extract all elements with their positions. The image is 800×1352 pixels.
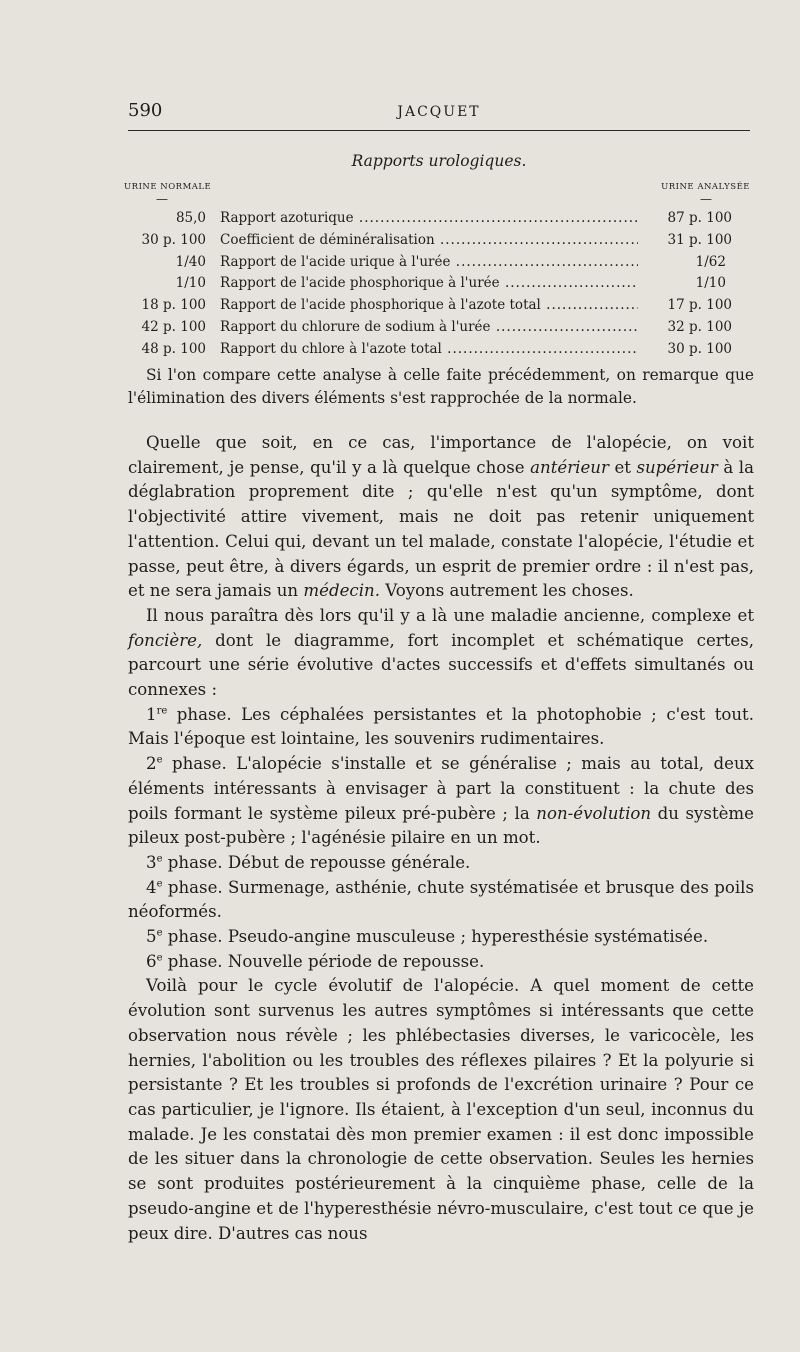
table-row xyxy=(124,273,752,295)
ratio-label: Rapport de l'acide phosphorique à l'azote total ..... xyxy=(220,295,638,317)
column-dash-normal: — xyxy=(156,192,168,206)
ratio-label: Rapport azoturique ..... xyxy=(220,208,638,230)
paragraph-diagram: Il nous paraîtra dès lors qu'il y a là une maladie ancienne, complexe et foncière, dont le diagramme, fort incomplet et schématique certes, parcourt une série évolutive d'actes successifs et d'effets simultanés ou connexes : xyxy=(128,605,754,700)
phase-5: 5e phase. Pseudo-angine musculeuse ; hyperesthésie systématisée. xyxy=(146,927,709,947)
analysed-value: 32 p. 100 xyxy=(667,318,732,335)
table-row xyxy=(124,317,752,339)
page-header xyxy=(128,96,750,131)
page-number: 590 xyxy=(128,100,163,121)
urology-table xyxy=(124,208,752,361)
normal-value: 18 p. 100 xyxy=(141,297,206,314)
normal-value: 30 p. 100 xyxy=(141,231,206,248)
body-text xyxy=(128,364,754,1246)
table-row xyxy=(124,252,752,274)
phase-3: 3e phase. Début de repousse générale. xyxy=(146,852,471,872)
table-row xyxy=(124,230,752,252)
analysed-value: 1/10 xyxy=(695,275,726,292)
normal-value: 48 p. 100 xyxy=(141,340,206,357)
phase-6: 6e phase. Nouvelle période de repousse. xyxy=(146,951,485,971)
table-row xyxy=(124,208,752,230)
column-dash-analysed: — xyxy=(700,192,712,206)
ratio-label: Rapport du chlorure de sodium à l'urée ..... xyxy=(220,317,638,339)
column-header-normal: URINE NORMALE xyxy=(124,182,212,192)
normal-value: 42 p. 100 xyxy=(141,318,206,335)
analysed-value: 17 p. 100 xyxy=(667,297,732,314)
paragraph-alopecia: Quelle que soit, en ce cas, l'importance de l'alopécie, on voit clairement, je pense, qu'il y a là quelque chose antérieur et supérieur à la déglabration proprement dite ; qu'elle n'est qu'un symptôme, dont l'objectivité attire vivement, mais ne doit pas retenir uniquement l'attention. Celui qui, devant un tel malade, constate l'alopécie, l'étudie et passe, peut être, à divers égards, un esprit de premier ordre : il n'est pas, et ne sera jamais un médecin. Voyons autrement les choses. xyxy=(128,433,754,601)
column-header-analysed: URINE ANALYSÉE xyxy=(661,182,750,192)
analysed-value: 1/62 xyxy=(695,253,726,270)
phase-4: 4e phase. Surmenage, asthénie, chute systématisée et brusque des poils néoformés. xyxy=(128,877,754,922)
phase-2: 2e phase. L'alopécie s'installe et se généralise ; mais au total, deux éléments intéressants à envisager à part la constituent : la chute des poils formant le système pileux pré-pubère ; la non-évolution du système pileux post-pubère ; l'agénésie pilaire en un mot. xyxy=(128,754,754,848)
ratio-label: Rapport de l'acide urique à l'urée ..... xyxy=(220,252,638,274)
ratio-label: Rapport du chlore à l'azote total ..... xyxy=(220,339,638,361)
analysed-value: 31 p. 100 xyxy=(667,231,732,248)
table-row xyxy=(124,339,752,361)
normal-value: 1/10 xyxy=(175,275,206,292)
ratio-label: Coefficient de déminéralisation ..... xyxy=(220,230,638,252)
normal-value: 85,0 xyxy=(175,210,206,226)
paragraph-cycle: Voilà pour le cycle évolutif de l'alopécie. A quel moment de cette évolution sont survenus les autres symptômes si intéressants que cette observation nous révèle ; les phlébectasies diverses, le varicocèle, les hernies, l'abolition ou les troubles des réflexes pilaires ? Et la polyurie si persistante ? Et les troubles si profonds de l'excrétion urinaire ? Pour ce cas particulier, je l'ignore. Ils étaient, à l'exception d'un seul, inconnus du malade. Je les constatai dès mon premier examen : il est donc impossible de les situer dans la chronologie de cette observation. Seules les hernies se sont produites postérieurement à la cinquième phase, celle de la pseudo-angine et de l'hyperesthésie névro-musculaire, c'est tout ce que je peux dire. D'autres cas nous xyxy=(128,976,754,1243)
ratio-label: Rapport de l'acide phosphorique à l'urée ..... xyxy=(220,273,638,295)
table-title: Rapports urologiques. xyxy=(351,152,527,170)
paragraph-comparison: Si l'on compare cette analyse à celle faite précédemment, on remarque que l'élimination des divers éléments s'est rapprochée de la normale. xyxy=(128,366,754,407)
normal-value: 1/40 xyxy=(175,253,206,270)
running-title: JACQUET xyxy=(397,104,481,120)
phase-1: 1re phase. Les céphalées persistantes et la photophobie ; c'est tout. Mais l'époque est lointaine, les souvenirs rudimentaires. xyxy=(128,704,754,749)
analysed-value: 87 p. 100 xyxy=(667,210,732,226)
analysed-value: 30 p. 100 xyxy=(667,340,732,357)
table-row xyxy=(124,295,752,317)
